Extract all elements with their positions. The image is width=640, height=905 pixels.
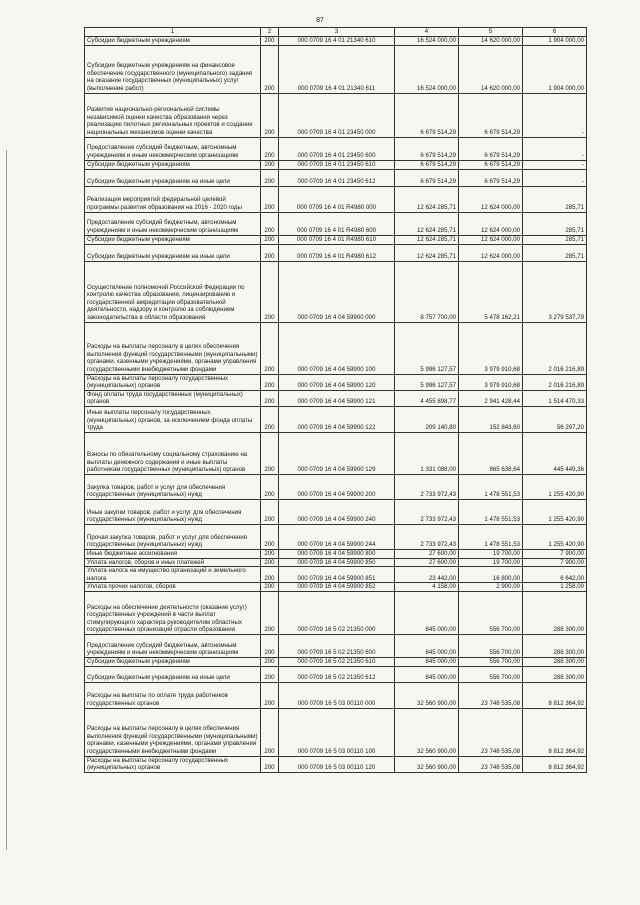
row-line-code: 200 [261,708,279,756]
row-approved-amount: 1 331 088,00 [395,432,459,474]
row-name: Расходы на выплаты персоналу государственных (муниципальных) органов [85,374,261,390]
table-row [85,160,587,169]
row-approved-amount: 32 560 900,00 [395,756,459,772]
budget-table [84,27,587,773]
row-line-code: 200 [261,432,279,474]
table-row [85,549,587,558]
row-executed-amount: 5 478 162,21 [459,261,523,322]
row-approved-amount: 845 000,00 [395,657,459,666]
row-classification-code: 000 0709 16 4 04 59900 851 [279,567,395,583]
row-approved-amount: 12 624 285,71 [395,235,459,244]
budget-table-body [85,28,587,773]
row-approved-amount: 32 560 900,00 [395,682,459,708]
row-unexecuted-amount: 56 297,20 [523,406,587,432]
row-classification-code: 000 0709 16 4 04 59900 129 [279,432,395,474]
row-name: Предоставление субсидий бюджетным, автономным учреждениям и иным некоммерческим организациям [85,634,261,657]
row-executed-amount: 2 941 428,44 [459,390,523,406]
row-name: Расходы на выплаты персоналу в целях обеспечения выполнения функций государственными (муниципальными) органами, казенными учреждениями, органами управления государственными внебюджетными фондами [85,322,261,374]
table-row [85,657,587,666]
row-unexecuted-amount: 6 642,00 [523,567,587,583]
table-row [85,186,587,212]
row-line-code: 200 [261,499,279,524]
row-unexecuted-amount: 1 514 470,33 [523,390,587,406]
row-executed-amount: 556 700,00 [459,591,523,634]
row-unexecuted-amount: 7 900,00 [523,558,587,567]
row-line-code: 200 [261,390,279,406]
row-line-code: 200 [261,756,279,772]
row-unexecuted-amount: 3 279 537,79 [523,261,587,322]
row-line-code: 200 [261,682,279,708]
row-unexecuted-amount: 288 300,00 [523,634,587,657]
table-row [85,682,587,708]
row-approved-amount: 8 757 700,00 [395,261,459,322]
header-col-1: 1 [85,28,261,37]
row-line-code: 200 [261,244,279,261]
row-approved-amount: 27 600,00 [395,558,459,567]
header-col-4: 4 [395,28,459,37]
row-line-code: 200 [261,235,279,244]
row-line-code: 200 [261,322,279,374]
row-classification-code: 000 0709 16 4 01 23450 612 [279,169,395,186]
row-unexecuted-amount: 1 255 420,90 [523,524,587,549]
row-name: Осуществление полномочий Российской Федерации по контролю качества образования, лицензированию и государственной аккредитации образовательной деятельности, надзору и контролю за соблюдением законодательства в области образования [85,261,261,322]
row-approved-amount: 12 624 285,71 [395,186,459,212]
table-row [85,708,587,756]
row-executed-amount: 3 979 910,68 [459,374,523,390]
row-executed-amount: 6 679 514,29 [459,137,523,160]
row-classification-code: 000 0709 16 5 02 21350 610 [279,657,395,666]
row-approved-amount: 209 140,80 [395,406,459,432]
row-unexecuted-amount: 285,71 [523,244,587,261]
row-unexecuted-amount: 1 258,00 [523,583,587,592]
row-unexecuted-amount: 2 016 216,89 [523,322,587,374]
row-classification-code: 000 0709 16 5 03 00110 000 [279,682,395,708]
table-row [85,261,587,322]
row-approved-amount: 2 733 972,43 [395,474,459,499]
row-name: Расходы на выплаты персоналу в целях обеспечения выполнения функций государственными (муниципальными) органами, казенными учреждениями, органами управления государственными внебюджетными фондами [85,708,261,756]
row-classification-code: 000 0709 16 4 04 59900 121 [279,390,395,406]
table-row [85,666,587,682]
row-line-code: 200 [261,558,279,567]
row-name: Уплата прочих налогов, сборов [85,583,261,592]
row-line-code: 200 [261,212,279,235]
row-unexecuted-amount: 285,71 [523,235,587,244]
row-name: Развитие национально-региональной системы независимой оценки качества образования через реализацию пилотных региональных проектов и создание национальных механизмов оценки качества [85,93,261,137]
row-approved-amount: 6 679 514,29 [395,137,459,160]
row-unexecuted-amount: 2 016 216,89 [523,374,587,390]
row-name: Субсидии бюджетным учреждениям [85,235,261,244]
row-line-code: 200 [261,657,279,666]
header-col-6: 6 [523,28,587,37]
table-row [85,591,587,634]
row-approved-amount: 27 600,00 [395,549,459,558]
row-name: Субсидии бюджетным учреждениям [85,160,261,169]
table-row [85,524,587,549]
row-unexecuted-amount: - [523,137,587,160]
row-classification-code: 000 0709 16 5 02 21350 600 [279,634,395,657]
table-row [85,634,587,657]
row-executed-amount: 16 800,00 [459,567,523,583]
row-classification-code: 000 0709 16 5 02 21350 612 [279,666,395,682]
row-unexecuted-amount: - [523,169,587,186]
table-row [85,93,587,137]
row-classification-code: 000 0709 16 4 01 23450 600 [279,137,395,160]
row-executed-amount: 14 620 000,00 [459,36,523,45]
row-line-code: 200 [261,45,279,93]
row-classification-code: 000 0709 16 4 01 R4980 000 [279,186,395,212]
row-unexecuted-amount: 285,71 [523,186,587,212]
row-classification-code: 000 0709 16 5 03 00110 100 [279,708,395,756]
row-unexecuted-amount: 288 300,00 [523,591,587,634]
table-row [85,756,587,772]
table-row [85,583,587,592]
table-row [85,235,587,244]
row-executed-amount: 14 620 000,00 [459,45,523,93]
row-name: Реализация мероприятий федеральной целевой программы развития образования на 2016 - 2020 годы [85,186,261,212]
row-classification-code: 000 0709 16 4 01 R4980 612 [279,244,395,261]
row-name: Субсидии бюджетным учреждениям на финансовое обеспечение государственного (муниципального) задания на оказание государственных (муниципальных) услуг (выполнение работ) [85,45,261,93]
row-executed-amount: 12 624 000,00 [459,186,523,212]
row-executed-amount: 12 624 000,00 [459,212,523,235]
row-line-code: 200 [261,93,279,137]
row-line-code: 200 [261,634,279,657]
row-name: Фонд оплаты труда государственных (муниципальных) органов [85,390,261,406]
row-classification-code: 000 0709 16 4 04 59900 850 [279,558,395,567]
row-unexecuted-amount: 285,71 [523,212,587,235]
row-name: Расходы на обеспечение деятельности (оказание услуг) государственных учреждений в части выплат стимулирующего характера руководителям областных государственных организаций отрасли образования [85,591,261,634]
row-line-code: 200 [261,474,279,499]
row-name: Предоставление субсидий бюджетным, автономным учреждениям и иным некоммерческим организациям [85,212,261,235]
row-approved-amount: 23 442,00 [395,567,459,583]
table-row [85,374,587,390]
scan-margin-line [6,150,7,850]
row-approved-amount: 6 679 514,29 [395,160,459,169]
row-approved-amount: 4 455 898,77 [395,390,459,406]
row-executed-amount: 1 478 551,53 [459,524,523,549]
row-approved-amount: 6 679 514,29 [395,169,459,186]
row-line-code: 200 [261,591,279,634]
page-number: 87 [316,17,324,24]
row-unexecuted-amount: 1 904 000,00 [523,36,587,45]
row-executed-amount: 3 979 910,68 [459,322,523,374]
table-row [85,212,587,235]
row-executed-amount: 6 679 514,29 [459,93,523,137]
table-row [85,169,587,186]
row-executed-amount: 556 700,00 [459,634,523,657]
row-name: Субсидии бюджетным учреждениям на иные цели [85,666,261,682]
row-name: Закупка товаров, работ и услуг для обеспечения государственных (муниципальных) нужд [85,474,261,499]
row-approved-amount: 12 624 285,71 [395,244,459,261]
row-classification-code: 000 0709 16 4 04 59900 244 [279,524,395,549]
row-unexecuted-amount: - [523,93,587,137]
row-classification-code: 000 0709 16 4 04 59900 120 [279,374,395,390]
row-unexecuted-amount: 288 300,00 [523,657,587,666]
row-executed-amount: 12 624 000,00 [459,244,523,261]
row-name: Прочая закупка товаров, работ и услуг для обеспечения государственных (муниципальных) нужд [85,524,261,549]
row-approved-amount: 12 624 285,71 [395,212,459,235]
table-row [85,558,587,567]
row-approved-amount: 2 733 972,43 [395,499,459,524]
row-line-code: 200 [261,583,279,592]
table-row [85,244,587,261]
row-unexecuted-amount: 8 812 364,92 [523,756,587,772]
row-approved-amount: 845 000,00 [395,591,459,634]
row-name: Иные закупки товаров, работ и услуг для обеспечения государственных (муниципальных) нужд [85,499,261,524]
table-row [85,499,587,524]
row-line-code: 200 [261,406,279,432]
row-unexecuted-amount: 288 300,00 [523,666,587,682]
row-name: Предоставление субсидий бюджетным, автономным учреждениям и иным некоммерческим организациям [85,137,261,160]
row-name: Иные выплаты персоналу государственных (муниципальных) органов, за исключением фонда оплаты труда [85,406,261,432]
table-row [85,322,587,374]
row-executed-amount: 23 748 535,08 [459,682,523,708]
row-approved-amount: 845 000,00 [395,634,459,657]
row-approved-amount: 6 679 514,29 [395,93,459,137]
row-executed-amount: 6 679 514,29 [459,169,523,186]
row-approved-amount: 16 524 000,00 [395,45,459,93]
row-name: Расходы на выплаты по оплате труда работников государственных органов [85,682,261,708]
row-name: Взносы по обязательному социальному страхованию на выплаты денежного содержания и иные выплаты работникам государственных (муниципальных) органов [85,432,261,474]
table-row [85,432,587,474]
row-line-code: 200 [261,160,279,169]
row-classification-code: 000 0709 16 4 04 59900 852 [279,583,395,592]
row-name: Субсидии бюджетным учреждениям на иные цели [85,169,261,186]
row-unexecuted-amount: 445 449,36 [523,432,587,474]
table-row [85,390,587,406]
row-executed-amount: 19 700,00 [459,558,523,567]
table-row [85,406,587,432]
row-classification-code: 000 0709 16 4 04 59900 200 [279,474,395,499]
row-classification-code: 000 0709 16 5 03 00110 120 [279,756,395,772]
row-classification-code: 000 0709 16 4 01 21340 611 [279,45,395,93]
row-executed-amount: 23 748 535,08 [459,756,523,772]
table-row [85,474,587,499]
row-classification-code: 000 0709 16 4 04 59900 100 [279,322,395,374]
row-classification-code: 000 0709 16 4 04 59900 240 [279,499,395,524]
row-line-code: 200 [261,567,279,583]
row-unexecuted-amount: 1 255 420,90 [523,499,587,524]
row-classification-code: 000 0709 16 4 04 59900 122 [279,406,395,432]
row-line-code: 200 [261,374,279,390]
row-line-code: 200 [261,186,279,212]
row-approved-amount: 16 524 000,00 [395,36,459,45]
row-unexecuted-amount: 8 812 364,92 [523,682,587,708]
table-row [85,36,587,45]
row-name: Субсидии бюджетным учреждениям [85,657,261,666]
row-executed-amount: 1 478 551,53 [459,474,523,499]
row-line-code: 200 [261,549,279,558]
row-classification-code: 000 0709 16 4 01 21340 610 [279,36,395,45]
row-executed-amount: 865 638,64 [459,432,523,474]
row-classification-code: 000 0709 16 4 01 23450 000 [279,93,395,137]
row-line-code: 200 [261,169,279,186]
row-executed-amount: 152 843,60 [459,406,523,432]
row-classification-code: 000 0709 16 4 04 59900 000 [279,261,395,322]
table-row [85,45,587,93]
row-classification-code: 000 0709 16 4 01 R4980 600 [279,212,395,235]
row-unexecuted-amount: 7 900,00 [523,549,587,558]
row-unexecuted-amount: 8 812 364,92 [523,708,587,756]
row-name: Уплата налогов, сборов и иных платежей [85,558,261,567]
row-line-code: 200 [261,261,279,322]
table-row [85,137,587,160]
row-approved-amount: 4 158,00 [395,583,459,592]
row-executed-amount: 12 624 000,00 [459,235,523,244]
row-line-code: 200 [261,36,279,45]
row-line-code: 200 [261,666,279,682]
row-approved-amount: 2 733 972,43 [395,524,459,549]
row-name: Субсидии бюджетным учреждениям на иные цели [85,244,261,261]
row-executed-amount: 23 748 535,08 [459,708,523,756]
row-name: Субсидии бюджетным учреждениям [85,36,261,45]
row-executed-amount: 6 679 514,29 [459,160,523,169]
row-classification-code: 000 0709 16 5 02 21350 000 [279,591,395,634]
row-executed-amount: 2 900,00 [459,583,523,592]
row-unexecuted-amount: 1 255 420,90 [523,474,587,499]
row-line-code: 200 [261,524,279,549]
row-approved-amount: 845 000,00 [395,666,459,682]
table-row [85,567,587,583]
row-executed-amount: 556 700,00 [459,657,523,666]
row-name: Уплата налога на имущество организаций и земельного налога [85,567,261,583]
row-approved-amount: 32 560 900,00 [395,708,459,756]
header-col-3: 3 [279,28,395,37]
table-header-row [85,28,587,37]
header-col-2: 2 [261,28,279,37]
row-executed-amount: 1 478 551,53 [459,499,523,524]
row-unexecuted-amount: - [523,160,587,169]
row-classification-code: 000 0709 16 4 04 59900 800 [279,549,395,558]
row-name: Иные бюджетные ассигнования [85,549,261,558]
row-executed-amount: 19 700,00 [459,549,523,558]
row-line-code: 200 [261,137,279,160]
row-classification-code: 000 0709 16 4 01 R4980 610 [279,235,395,244]
row-approved-amount: 5 996 127,57 [395,322,459,374]
row-executed-amount: 556 700,00 [459,666,523,682]
row-unexecuted-amount: 1 904 000,00 [523,45,587,93]
row-name: Расходы на выплаты персоналу государственных (муниципальных) органов [85,756,261,772]
header-col-5: 5 [459,28,523,37]
row-classification-code: 000 0709 16 4 01 23450 610 [279,160,395,169]
row-approved-amount: 5 996 127,57 [395,374,459,390]
